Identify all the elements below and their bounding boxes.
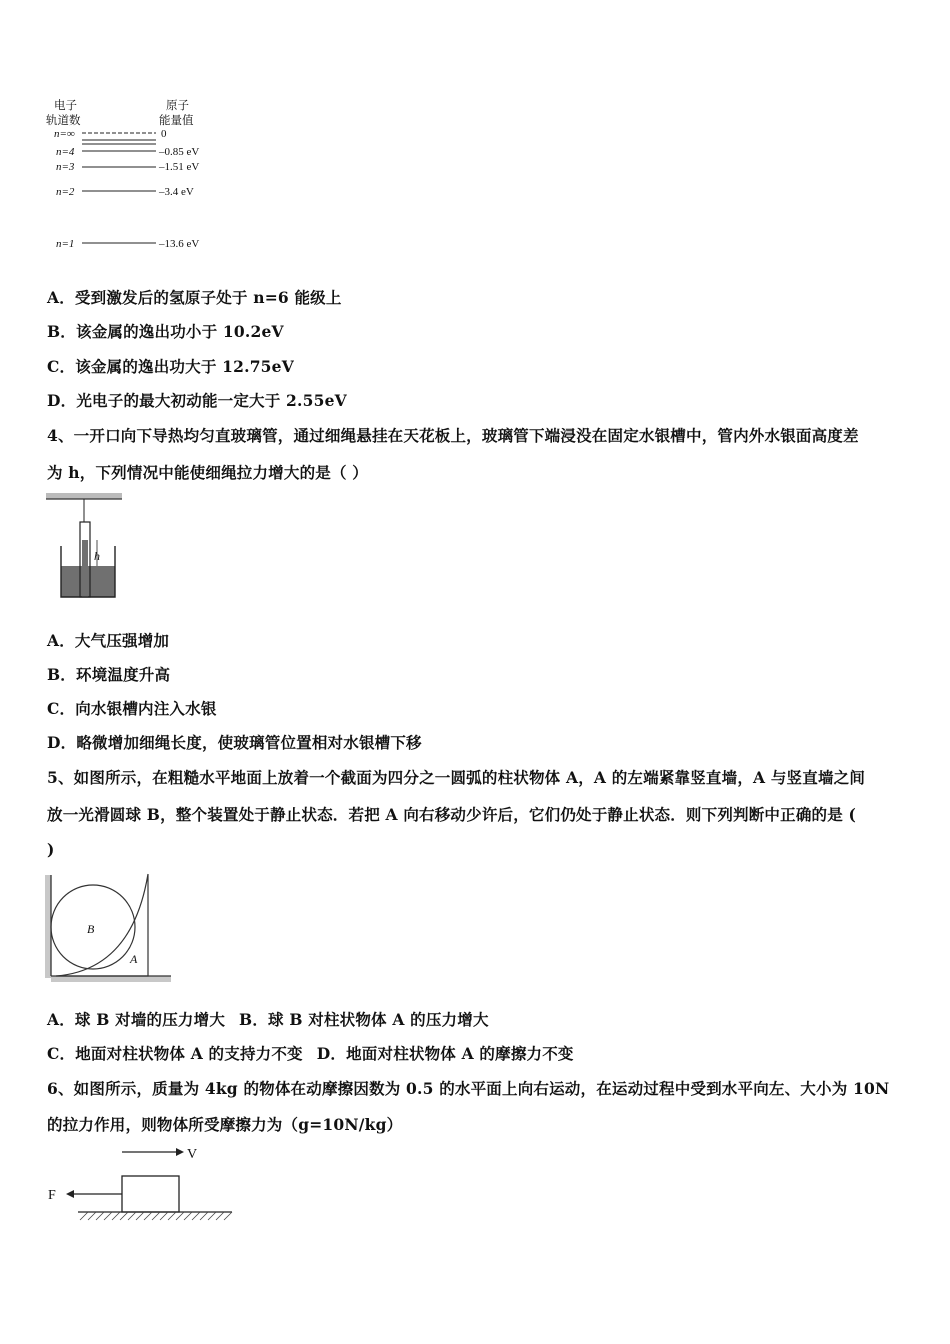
height-label: h: [94, 549, 100, 563]
q6-stem-line-1: 6、如图所示，质量为 4kg 的物体在动摩擦因数为 0.5 的水平面上向右运动，在运动过程中受到水平向左、大小为 10N: [47, 1079, 890, 1098]
diagram-right-header-2: 能量值: [159, 115, 194, 127]
mercury-tube-figure: [44, 490, 129, 602]
mercury-column: [82, 540, 88, 597]
level-label-1: n=1: [56, 238, 75, 250]
energy-level-diagram: [40, 95, 230, 260]
diagram-right-header-1: 原子: [166, 100, 189, 112]
q4-stem-line-2: 为 h，下列情况中能使细绳拉力增大的是（ ）: [47, 463, 368, 482]
q5-stem-line-2: 放一光滑圆球 B，整个装置处于静止状态．若把 A 向右移动少许后，它们仍处于静止状态．则下列判断中正确的是 (: [47, 805, 857, 824]
q5-option-a: A．球 B 对墙的压力增大: [47, 1010, 226, 1029]
block-label: A: [130, 952, 138, 966]
block: [122, 1176, 179, 1212]
level-energy-4: –0.85 eV: [159, 146, 200, 158]
level-energy-2: –3.4 eV: [159, 186, 194, 198]
level-label-4: n=4: [56, 146, 75, 158]
level-energy-3: –1.51 eV: [159, 161, 200, 173]
block-force-figure: [42, 1140, 242, 1230]
q5-options-row-1: [47, 1008, 489, 1030]
q3-option-d: D．光电子的最大初动能一定大于 2.55eV: [47, 391, 347, 410]
q4-option-c: C．向水银槽内注入水银: [47, 699, 217, 718]
q4-option-a: A．大气压强增加: [47, 631, 170, 650]
q3-option-c: C．该金属的逸出功大于 12.75eV: [47, 357, 294, 376]
q5-stem-line-1: 5、如图所示，在粗糙水平地面上放着一个截面为四分之一圆弧的柱状物体 A，A 的左端紧靠竖直墙，A 与竖直墙之间: [47, 768, 866, 787]
level-label-3: n=3: [56, 161, 75, 173]
force-arrowhead: [66, 1190, 74, 1198]
q5-stem-line-3: ): [47, 840, 55, 859]
q5-options-row-2: [47, 1042, 574, 1064]
ground-hatch: [80, 1212, 232, 1220]
q4-option-b: B．环境温度升高: [47, 665, 171, 684]
level-label-2: n=2: [56, 186, 75, 198]
ball-and-block-figure: [42, 870, 174, 985]
level-energy-1: –13.6 eV: [159, 238, 200, 250]
velocity-arrowhead: [176, 1148, 184, 1156]
q3-option-b: B．该金属的逸出功小于 10.2eV: [47, 322, 284, 341]
q5-option-c: C．地面对柱状物体 A 的支持力不变: [47, 1044, 303, 1063]
q4-option-d: D．略微增加细绳长度，使玻璃管位置相对水银槽下移: [47, 733, 422, 752]
wall-hatch: [45, 875, 51, 978]
velocity-label: V: [187, 1147, 198, 1162]
ball-label: B: [87, 922, 95, 936]
q4-stem-line-1: 4、一开口向下导热均匀直玻璃管，通过细绳悬挂在天花板上，玻璃管下端浸没在固定水银槽中，管内外水银面高度差: [47, 426, 859, 445]
force-label: F: [48, 1188, 56, 1203]
ground-hatch: [51, 976, 171, 982]
q3-option-a: A．受到激发后的氢原子处于 n=6 能级上: [47, 288, 342, 307]
q5-option-b: B．球 B 对柱状物体 A 的压力增大: [239, 1010, 489, 1029]
diagram-left-header-1: 电子: [54, 100, 77, 112]
ceiling-hatch: [46, 493, 122, 499]
level-energy-inf: 0: [161, 128, 167, 140]
diagram-left-header-2: 轨道数: [46, 115, 81, 127]
q5-option-d: D．地面对柱状物体 A 的摩擦力不变: [316, 1044, 574, 1063]
q6-stem-line-2: 的拉力作用，则物体所受摩擦力为（g=10N/kg）: [47, 1115, 403, 1134]
level-label-inf: n=∞: [54, 128, 75, 140]
